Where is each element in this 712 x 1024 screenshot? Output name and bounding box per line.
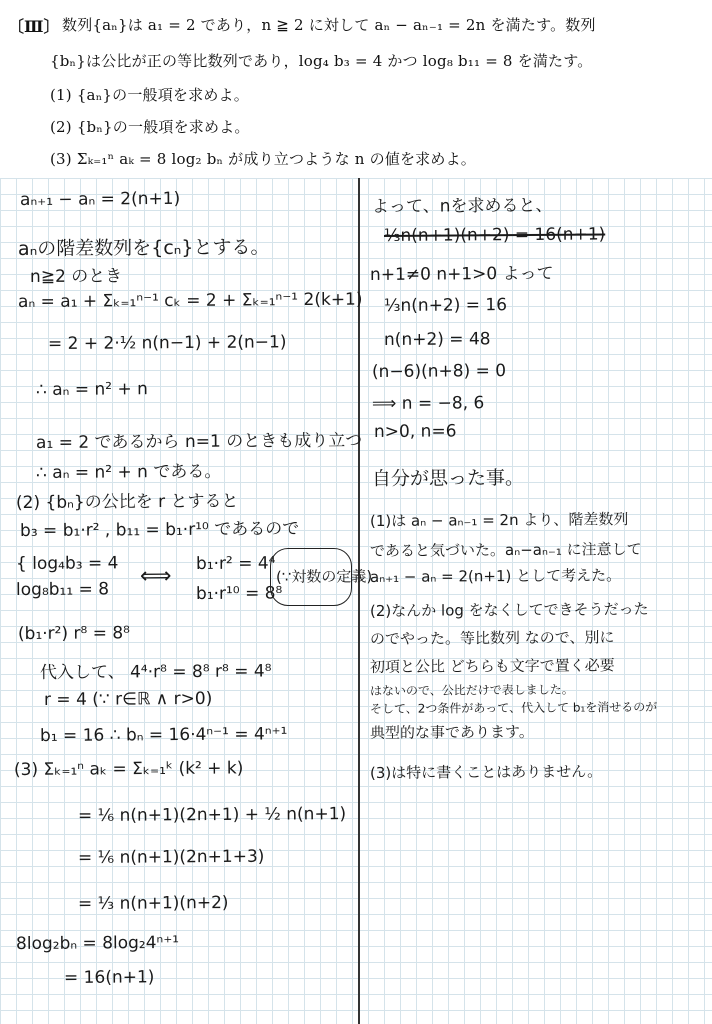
question-2: (2) {bₙ}の一般項を求めよ。 (50, 118, 250, 136)
question-3: (3) Σₖ₌₁ⁿ aₖ = 8 log₂ bₙ が成り立つような n の値を求めよ。 (50, 150, 476, 168)
reflection-line-5: のでやった。等比数列 なので、別に (369, 628, 615, 648)
log-result: = 16(n+1) (63, 967, 155, 988)
an-result: ∴ aₙ = n² + n (35, 379, 148, 400)
sum-step-1: = ⅙ n(n+1)(2n+1) + ½ n(n+1) (77, 804, 347, 826)
bn-result: b₁ = 16 ∴ bₙ = 16·4ⁿ⁻¹ = 4ⁿ⁺¹ (39, 724, 288, 746)
reflection-line-9: 典型的な事であります。 (369, 722, 534, 742)
log-condition-2: log₈b₁₁ = 8 (15, 579, 110, 600)
factored-equation: (n−6)(n+8) = 0 (371, 361, 507, 382)
reflection-line-2: であると気づいた。aₙ−aₙ₋₁ に注意して (369, 540, 642, 560)
solve-intro: よって、nを求めると、 (371, 195, 553, 217)
an-conclusion: ∴ aₙ = n² + n である。 (35, 461, 222, 483)
recurrence-shift: aₙ₊₁ − aₙ = 2(n+1) (19, 188, 181, 210)
r-value: r = 4 (∵ r∈ℝ ∧ r>0) (43, 688, 213, 710)
positivity-note: n+1≠0 n+1>0 よって (369, 263, 554, 285)
reflection-line-10: (3)は特に書くことはありません。 (369, 762, 603, 782)
reflection-line-8: そして、2つ条件があって、代入して b₁を消せるのが (369, 699, 658, 716)
sum-formula: aₙ = a₁ + Σₖ₌₁ⁿ⁻¹ cₖ = 2 + Σₖ₌₁ⁿ⁻¹ 2(k+1) (17, 289, 363, 312)
log-definition-note: (∵対数の定義) (275, 567, 373, 586)
n1-check: a₁ = 2 であるから n=1 のときも成り立つ (35, 430, 363, 453)
difference-sequence-note: aₙの階差数列を{cₙ}とする。 (17, 236, 270, 260)
reflection-line-3: aₙ₊₁ − aₙ = 2(n+1) として考えた。 (369, 566, 622, 586)
part2-ratio: (2) {bₙ}の公比を r とすると (15, 491, 239, 513)
reflection-line-6: 初項と公比 どちらも文字で置く必要 (369, 656, 615, 676)
quadratic-equation: n(n+2) = 48 (383, 329, 491, 350)
equivalence-arrow: ⟺ (139, 563, 172, 589)
r8-equation: 代入して、 4⁴·r⁸ = 8⁸ r⁸ = 4⁸ (39, 661, 272, 683)
crossed-out-equation: ⅓n(n+1)(n+2) = 16(n+1) (383, 224, 606, 246)
log-condition-1: { log₄b₃ = 4 (15, 553, 119, 574)
problem-statement (0, 0, 712, 178)
reflection-heading: 自分が思った事。 (371, 466, 525, 490)
problem-number: 〔Ⅲ〕 (8, 17, 60, 36)
problem-line-2: {bₙ}は公比が正の等比数列であり，log₄ b₃ = 4 かつ log₈ b₁₁ = 8 を満たす。 (50, 52, 593, 70)
roots: ⟹ n = −8, 6 (371, 393, 485, 414)
problem-line-1: 数列{aₙ}は a₁ = 2 であり，n ≧ 2 に対して aₙ − aₙ₋₁ = 2n を満たす。数列 (62, 16, 596, 34)
final-answer: n>0, n=6 (373, 421, 457, 442)
reflection-line-7: はないので、公比だけで表しました。 (369, 682, 574, 698)
reflection-line-1: (1)は aₙ − aₙ₋₁ = 2n より、階差数列 (369, 510, 629, 530)
condition-n-ge-2: n≧2 のとき (29, 266, 123, 287)
question-1: (1) {aₙ}の一般項を求めよ。 (50, 86, 249, 104)
reduced-equation: ⅓n(n+2) = 16 (383, 295, 508, 316)
b3-b11-relations: b₃ = b₁·r² , b₁₁ = b₁·r¹⁰ であるので (19, 519, 300, 541)
sum-expanded: = 2 + 2·½ n(n−1) + 2(n−1) (47, 332, 287, 354)
log-expression: 8log₂bₙ = 8log₂4ⁿ⁺¹ (15, 932, 180, 954)
part3-sum: (3) Σₖ₌₁ⁿ aₖ = Σₖ₌₁ᵏ (k² + k) (13, 758, 244, 780)
sum-step-3: = ⅓ n(n+1)(n+2) (77, 892, 229, 914)
b-equation-2: b₁·r¹⁰ = 8⁸ (195, 583, 283, 604)
substitution-step: (b₁·r²) r⁸ = 8⁸ (17, 623, 131, 644)
sum-step-2: = ⅙ n(n+1)(2n+1+3) (77, 846, 265, 868)
b-equation-1: b₁·r² = 4⁴ (195, 553, 276, 574)
reflection-line-4: (2)なんか log をなくしてできそうだった (369, 600, 649, 620)
